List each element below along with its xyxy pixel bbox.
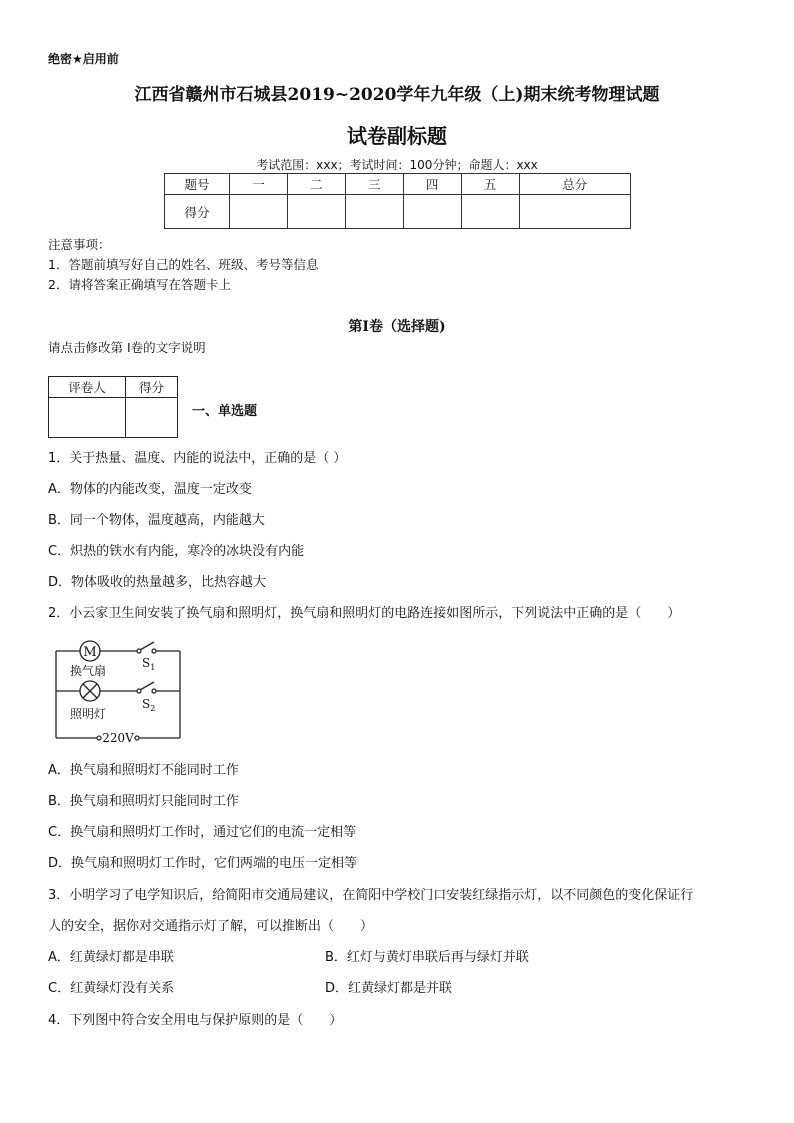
question-1-option-d[interactable]: D．物体吸收的热量越多，比热容越大 (48, 575, 267, 590)
score-header-cell: 三 (345, 174, 403, 195)
question-2-option-d[interactable]: D．换气扇和照明灯工作时，它们两端的电压一定相等 (48, 856, 358, 871)
switch-s1 (137, 642, 156, 653)
confidential-label: 绝密★启用前 (48, 52, 119, 66)
question-4-stem: 4．下列图中符合安全用电与保护原则的是（ ） (48, 1013, 343, 1028)
question-1-option-a[interactable]: A．物体的内能改变，温度一定改变 (48, 482, 252, 497)
grader-header-row (49, 377, 178, 398)
score-cell[interactable] (461, 195, 519, 229)
grader-input-row (49, 398, 178, 438)
score-header-cell: 二 (287, 174, 345, 195)
grader-reviewer-cell[interactable] (49, 398, 126, 438)
score-header-cell: 一 (230, 174, 288, 195)
grader-table (48, 376, 178, 438)
supply-voltage-label: 220V (102, 731, 134, 745)
lamp-symbol (80, 681, 100, 701)
switch-s2 (137, 682, 156, 693)
question-1-option-b[interactable]: B．同一个物体，温度越高，内能越大 (48, 513, 265, 528)
exam-info: 考试范围：xxx；考试时间：100分钟；命题人：xxx (256, 158, 538, 172)
switch-s1-label: $S_1$ (142, 656, 156, 672)
motor-symbol-letter: M (83, 645, 97, 660)
note-item: 1．答题前填写好自己的姓名、班级、考号等信息 (48, 257, 319, 272)
note-item: 2．请将答案正确填写在答题卡上 (48, 277, 231, 292)
score-table (164, 173, 631, 229)
motor-label: 换气扇 (70, 664, 107, 678)
notes-heading: 注意事项： (48, 237, 111, 252)
question-3-option-b[interactable]: B．红灯与黄灯串联后再与绿灯并联 (325, 950, 529, 965)
lamp-label: 照明灯 (70, 707, 107, 721)
grader-score-cell[interactable] (125, 398, 177, 438)
switch-s2-label: $S_2$ (142, 697, 156, 713)
motor-symbol (80, 641, 100, 661)
question-1-stem: 1．关于热量、温度、内能的说法中，正确的是（ ） (48, 451, 347, 466)
question-3-stem-line1: 3．小明学习了电学知识后，给简阳市交通局建议，在简阳中学校门口安装红绿指示灯，以不同颜色的变化保证行 (48, 888, 694, 903)
supply-terminal-right (135, 736, 139, 740)
score-table-header-row (165, 174, 631, 195)
score-row-label: 得分 (165, 195, 230, 229)
question-3-option-a[interactable]: A．红黄绿灯都是串联 (48, 950, 174, 965)
part-title: 一、单选题 (192, 404, 258, 419)
score-header-cell: 总分 (519, 174, 630, 195)
question-2-option-c[interactable]: C．换气扇和照明灯工作时，通过它们的电流一定相等 (48, 825, 357, 840)
question-3-option-d[interactable]: D．红黄绿灯都是并联 (325, 981, 453, 996)
score-header-cell: 四 (403, 174, 461, 195)
question-1-option-c[interactable]: C．炽热的铁水有内能，寒冷的冰块没有内能 (48, 544, 305, 559)
question-3-stem-line2: 人的安全，据你对交通指示灯了解，可以推断出（ ） (48, 919, 374, 934)
grader-col-reviewer: 评卷人 (49, 377, 126, 398)
grader-col-score: 得分 (125, 377, 177, 398)
score-header-cell: 题号 (165, 174, 230, 195)
circuit-diagram (46, 636, 186, 746)
score-cell[interactable] (403, 195, 461, 229)
question-3-option-c[interactable]: C．红黄绿灯没有关系 (48, 981, 175, 996)
question-2-option-b[interactable]: B．换气扇和照明灯只能同时工作 (48, 794, 239, 809)
question-2-option-a[interactable]: A．换气扇和照明灯不能同时工作 (48, 763, 239, 778)
score-cell[interactable] (287, 195, 345, 229)
exam-subtitle: 试卷副标题 (347, 124, 447, 148)
supply-terminal-left (97, 736, 101, 740)
question-2-stem: 2．小云家卫生间安装了换气扇和照明灯，换气扇和照明灯的电路连接如图所示，下列说法中正确的是（ ） (48, 606, 681, 621)
score-header-cell: 五 (461, 174, 519, 195)
section-description[interactable]: 请点击修改第 I卷的文字说明 (48, 340, 206, 355)
exam-title: 江西省赣州市石城县2019~2020学年九年级（上)期末统考物理试题 (134, 85, 660, 105)
score-cell[interactable] (345, 195, 403, 229)
score-cell[interactable] (230, 195, 288, 229)
section-title: 第I卷（选择题) (348, 319, 446, 335)
score-table-score-row (165, 195, 631, 229)
score-cell[interactable] (519, 195, 630, 229)
